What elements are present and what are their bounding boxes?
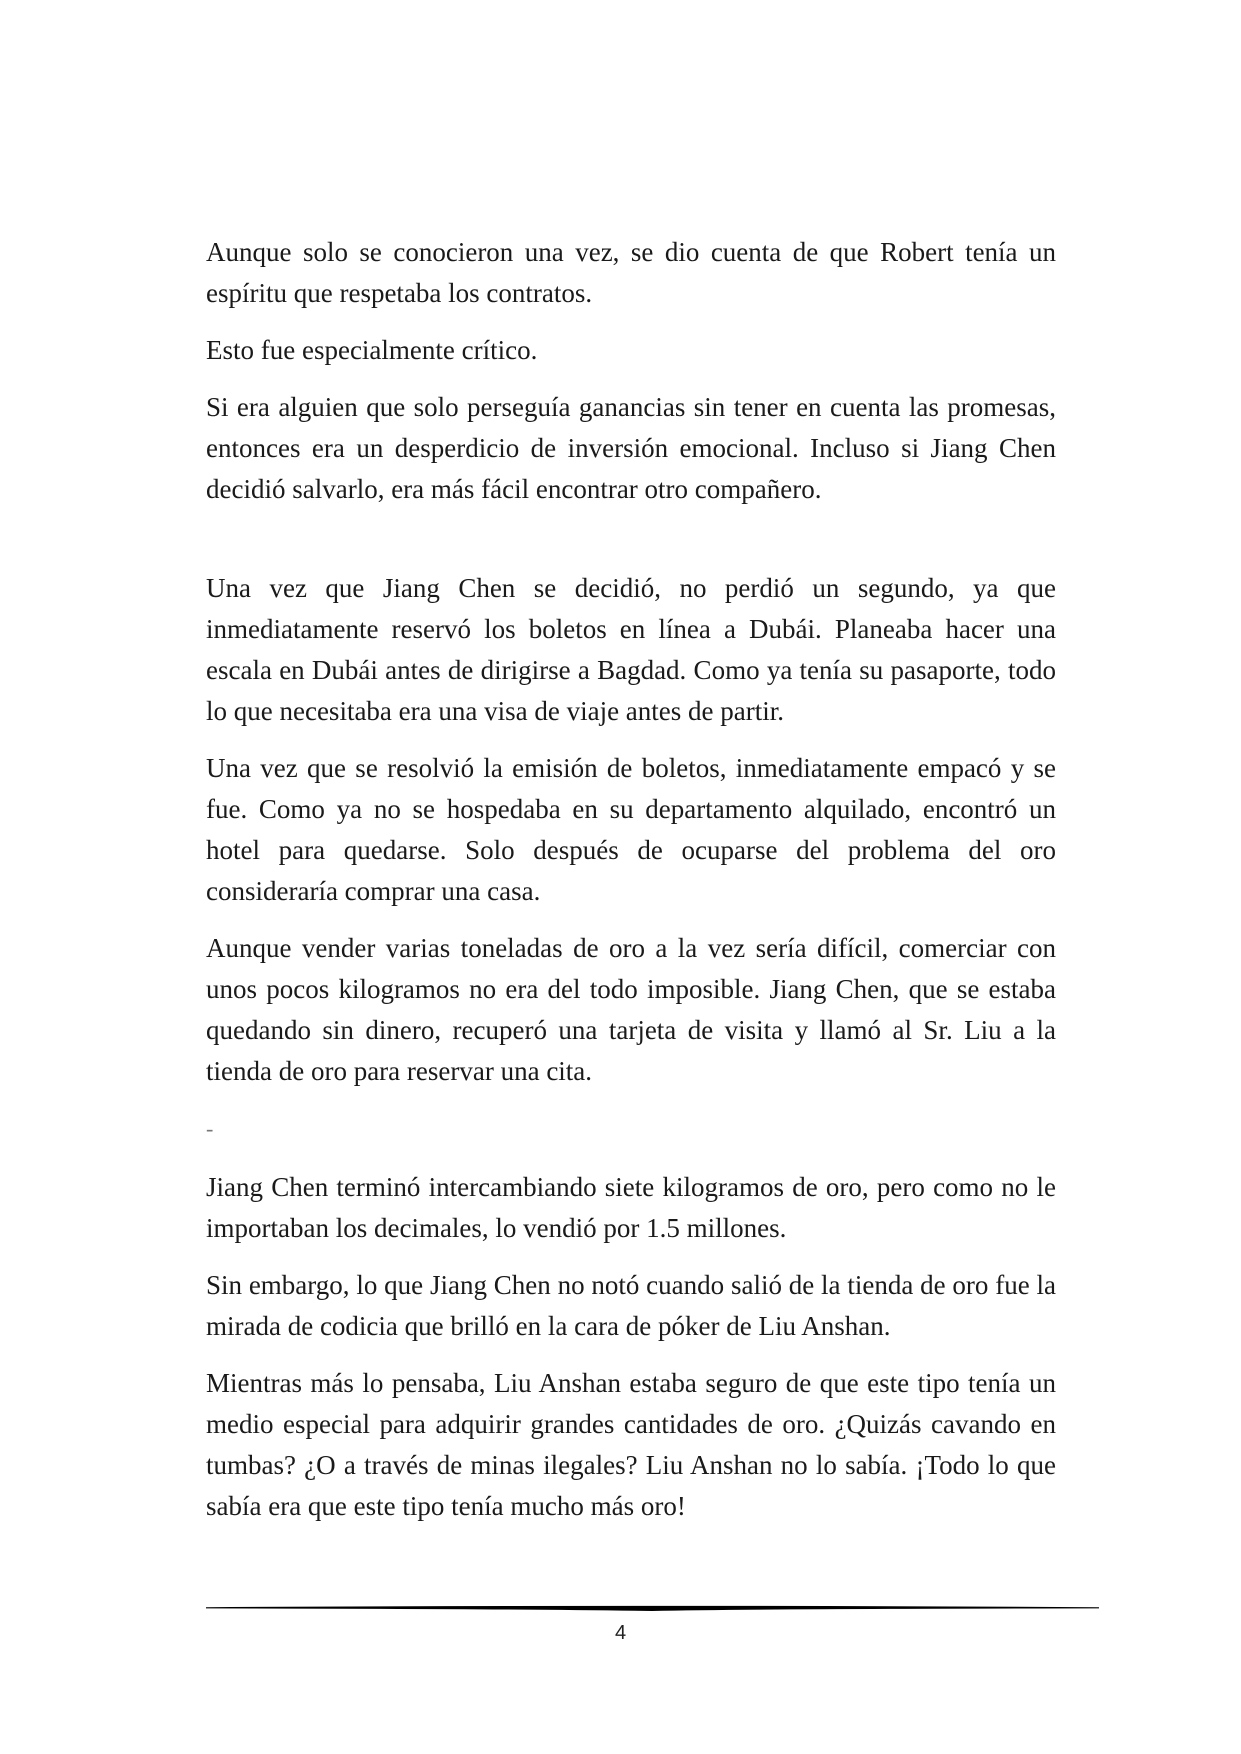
paragraph-5: Una vez que se resolvió la emisión de boletos, inmediatamente empacó y se fue. Como ya no se hospedaba en su departamento alquilado, encontró un hotel para quedarse. Solo después de ocuparse del problema del oro consideraría comprar una casa. (206, 753, 1056, 906)
footer-divider (206, 1603, 1099, 1613)
paragraph-8: Sin embargo, lo que Jiang Chen no notó cuando salió de la tienda de oro fue la mirada de codicia que brilló en la cara de póker de Liu Anshan. (206, 1270, 1056, 1341)
scene-break-dash: - (206, 1116, 214, 1141)
body-text (206, 232, 1056, 1543)
paragraph-1: Aunque solo se conocieron una vez, se dio cuenta de que Robert tenía un espíritu que respetaba los contratos. (206, 237, 1056, 308)
paragraph-4: Una vez que Jiang Chen se decidió, no perdió un segundo, ya que inmediatamente reservó los boletos en línea a Dubái. Planeaba hacer una escala en Dubái antes de dirigirse a Bagdad. Como ya tenía su pasaporte, todo lo que necesitaba era una visa de viaje antes de partir. (206, 573, 1056, 726)
paragraph-2: Esto fue especialmente crítico. (206, 335, 538, 365)
page-number: 4 (614, 1622, 627, 1644)
paragraph-9: Mientras más lo pensaba, Liu Anshan estaba seguro de que este tipo tenía un medio especial para adquirir grandes cantidades de oro. ¿Quizás cavando en tumbas? ¿O a través de minas ilegales? Liu Anshan no lo sabía. ¡Todo lo que sabía era que este tipo tenía mucho más oro! (206, 1368, 1056, 1521)
paragraph-7: Jiang Chen terminó intercambiando siete kilogramos de oro, pero como no le importaban los decimales, lo vendió por 1.5 millones. (206, 1172, 1056, 1243)
paragraph-3: Si era alguien que solo perseguía ganancias sin tener en cuenta las promesas, entonces era un desperdicio de inversión emocional. Incluso si Jiang Chen decidió salvarlo, era más fácil encontrar otro compañero. (206, 392, 1056, 504)
paragraph-6: Aunque vender varias toneladas de oro a la vez sería difícil, comerciar con unos pocos kilogramos no era del todo imposible. Jiang Chen, que se estaba quedando sin dinero, recuperó una tarjeta de visita y llamó al Sr. Liu a la tienda de oro para reservar una cita. (206, 933, 1056, 1086)
